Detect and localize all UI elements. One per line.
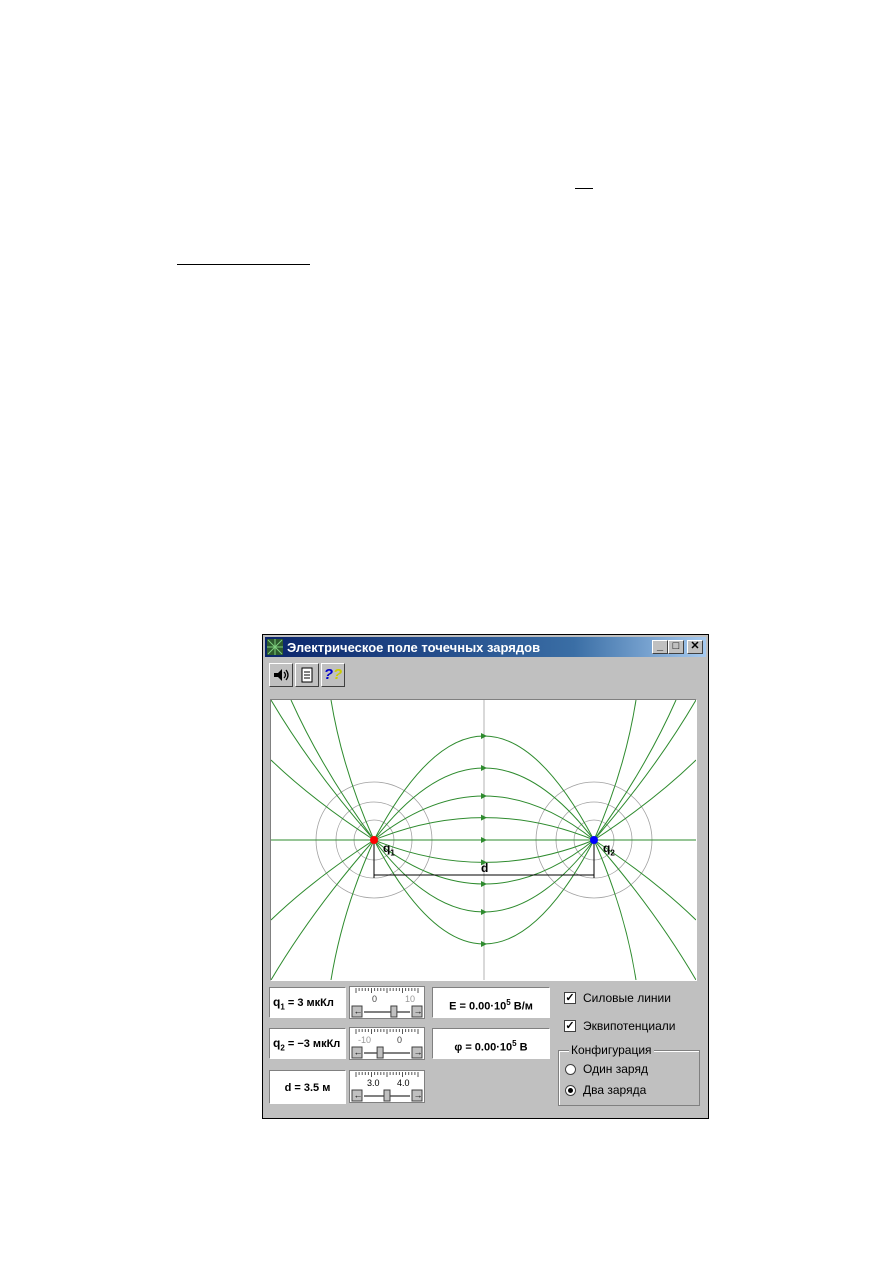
configuration-label: Конфигурация [571, 1043, 652, 1057]
sound-button[interactable] [269, 663, 293, 687]
slider-thumb[interactable] [391, 1006, 397, 1017]
two-charges-label[interactable]: Два заряда [583, 1083, 647, 1097]
distance-label: d [481, 861, 489, 875]
document-button[interactable] [295, 663, 319, 687]
title-bar[interactable] [265, 637, 706, 657]
arrow-left-icon: ← [353, 1090, 363, 1100]
configuration-group [558, 1043, 700, 1106]
tick-label: 3.0 [367, 1078, 380, 1088]
field-lines-label[interactable]: Силовые линии [583, 991, 671, 1005]
slider-thumb[interactable] [377, 1047, 383, 1058]
field-lines-checkbox[interactable]: ✓ [565, 992, 575, 1004]
field-strength-readout: $E = 0.00\cdot 10^5$ В/м [432, 987, 550, 1018]
underline-mark [177, 264, 310, 265]
tick-label: 4.0 [397, 1078, 410, 1088]
tick-label: 0 [372, 994, 378, 1004]
field-line [331, 840, 374, 980]
charge2-marker [590, 836, 598, 844]
field-line [594, 840, 696, 980]
equipotentials-label[interactable]: Эквипотенциали [583, 1019, 676, 1033]
arrow-left-icon: ← [353, 1006, 363, 1016]
field-line [271, 840, 374, 980]
charge1-marker [370, 836, 378, 844]
one-charge-label[interactable]: Один заряд [583, 1062, 648, 1076]
field-line [594, 840, 636, 980]
minimize-button[interactable]: _ [652, 640, 668, 654]
radio-selected-dot [568, 1088, 573, 1093]
field-line [594, 760, 696, 840]
speaker-icon [271, 665, 291, 685]
arrow-right-icon: → [413, 1047, 423, 1057]
underline-mark [575, 188, 593, 189]
q1-slider[interactable] [349, 986, 425, 1019]
charge2-label: $q_2$ [603, 841, 615, 858]
app-icon [267, 639, 283, 655]
help-button[interactable]: ?? [321, 663, 345, 687]
field-plot[interactable] [270, 699, 697, 981]
field-line [594, 700, 676, 840]
q2-display: $q_2 = -3$ мкКл [269, 1028, 346, 1059]
field-line [331, 700, 374, 840]
field-line [594, 700, 636, 840]
field-line [271, 760, 374, 840]
tick-label: 0 [397, 1035, 403, 1045]
help-icon: ? [323, 666, 333, 683]
tick-label: -10 [358, 1035, 372, 1045]
field-line [271, 840, 374, 920]
slider-thumb[interactable] [384, 1090, 390, 1101]
equipotentials-checkbox[interactable]: ✓ [565, 1020, 575, 1032]
arrow-right-icon: → [413, 1006, 423, 1016]
two-charges-radio[interactable] [565, 1085, 576, 1096]
document-icon [297, 665, 317, 685]
d-slider[interactable] [349, 1070, 425, 1103]
d-display: d = 3.5 м [269, 1070, 346, 1104]
toolbar [265, 659, 706, 693]
field-line [291, 700, 374, 840]
close-button[interactable]: ✕ [687, 640, 703, 654]
tick-label: 10 [405, 994, 416, 1004]
charge1-label: $q_1$ [383, 841, 395, 858]
q1-display: $q_1 = 3$ мкКл [269, 987, 346, 1018]
one-charge-radio[interactable] [565, 1064, 576, 1075]
app-window [262, 634, 709, 1119]
field-diagram [271, 700, 696, 980]
maximize-button[interactable]: □ [668, 640, 684, 654]
q2-slider[interactable] [349, 1027, 425, 1060]
window-title: Электрическое поле точечных зарядов [287, 640, 541, 655]
arrow-left-icon: ← [353, 1047, 363, 1057]
arrow-right-icon: → [413, 1090, 423, 1100]
potential-readout: $\varphi = 0.00\cdot 10^5$ В [432, 1028, 550, 1059]
